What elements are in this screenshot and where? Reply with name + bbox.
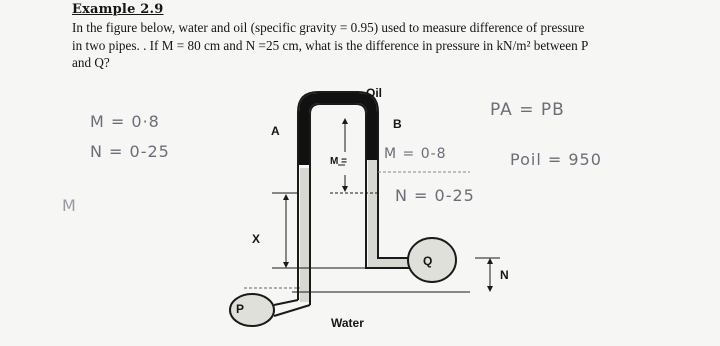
figure-label-x: X <box>252 232 261 246</box>
example-heading: Example 2.9 <box>72 2 164 17</box>
problem-line-2: in two pipes. . If M = 80 cm and N =25 cm, what is the difference in pressure in kN/m² between P <box>72 37 589 53</box>
problem-line-1: In the figure below, water and oil (specific gravity = 0.95) used to measure difference of pressure <box>72 20 585 35</box>
figure-label-n: N <box>500 268 509 282</box>
figure-label-water: Water <box>331 316 364 330</box>
handwritten-n-figure: N = 0-25 <box>395 186 475 205</box>
figure-label-oil: Oil <box>366 86 383 100</box>
handwritten-n-value: N = 0-25 <box>90 142 170 161</box>
handwritten-poil: Poil = 950 <box>510 150 602 169</box>
figure-label-q: Q <box>423 254 433 268</box>
handwritten-m-value: M = 0·8 <box>90 112 160 131</box>
figure-label-a: A <box>271 124 280 138</box>
figure-label-m: M = <box>330 156 347 167</box>
handwritten-m-partial: M <box>62 196 77 215</box>
problem-line-3: and Q? <box>72 55 110 70</box>
handwritten-pa-equals-pb: PA = PB <box>490 100 565 120</box>
figure-label-b: B <box>393 117 402 131</box>
figure-label-p: P <box>236 302 245 316</box>
handwritten-m-figure: M = 0-8 <box>384 146 447 162</box>
